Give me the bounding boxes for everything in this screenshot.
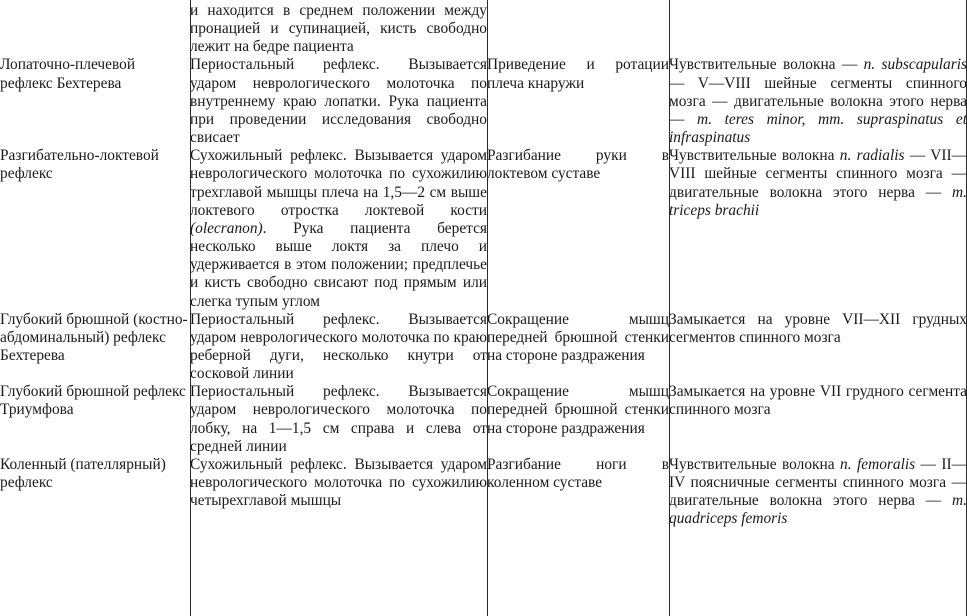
latin-term: n. femoralis	[840, 455, 916, 473]
reflex-name-cell: Разгибательно-локтевой рефлекс	[0, 147, 159, 183]
text-run: Чувствительные волокна —	[669, 56, 864, 74]
method-cell: Периостальный рефлекс. Вызывается ударом неврологического молоточка по лобку, на 1—1,5 см справа и слева от средней линии	[190, 383, 487, 455]
response-cell: Сокращение мышц передней брюшной стенки на стороне раздражения	[487, 383, 669, 437]
table-row	[0, 456, 967, 529]
arc-cell	[669, 147, 967, 310]
text-run: Чувствительные волокна	[669, 147, 840, 165]
table-row	[0, 383, 967, 456]
method-cell: Периостальный рефлекс. Вызывается ударом неврологического молоточка по внутреннему краю лопатки. Рука пациента при проведении исследования свободно свисает	[190, 56, 487, 147]
arc-cell	[669, 0, 967, 56]
text-run: — II—IV поясничные сегменты спинного мозга — двигательные волокна этого нерва —	[669, 455, 967, 510]
method-cell: и находится в среднем положении между пронацией и супинацией, кисть свободно лежит на бедре пациента	[190, 2, 487, 56]
latin-term: (olecranon)	[190, 219, 263, 237]
table-row	[0, 311, 967, 384]
response-cell: Сокращение мышц передней брюшной стенки на стороне раздражения	[487, 310, 669, 364]
response-cell	[487, 0, 669, 56]
method-cell: Периостальный рефлекс. Вызывается ударом неврологического молоточка по краю реберной дуги, несколько кнутри от сосковой линии	[190, 310, 487, 383]
reflex-name-cell: Глубокий брюшной рефлекс Триумфова	[0, 383, 186, 419]
method-cell	[190, 147, 487, 310]
text-run: — VII—VIII шейные сегменты спинного мозга — двигательные волокна этого нерва —	[669, 147, 967, 201]
column-divider	[669, 0, 670, 616]
method-cell: Сухожильный рефлекс. Вызывается ударом неврологического молоточка по сухожилию четырехглавой мышцы	[190, 455, 487, 510]
reflex-name-cell: Глубокий брюшной (костно-абдоминальный) рефлекс Бехтерева	[0, 310, 188, 364]
reflex-name-cell	[0, 0, 190, 56]
latin-term: m. triceps brachii	[669, 183, 967, 219]
response-cell: Приведение и ротации плеча кнаружи	[487, 56, 669, 92]
latin-term: n. subscapularis	[863, 56, 967, 74]
arc-cell: Замыкается на уровне VII грудного сегмента спинного мозга	[669, 383, 967, 419]
text-run: Чувствительные волокна	[669, 455, 841, 473]
reflex-name-cell: Лопаточно-плечевой рефлекс Бехтерева	[0, 56, 136, 92]
text-run: Сухожильный рефлекс. Вызывается ударом неврологического молоточка по сухожилию трехглавой мышцы плеча на 1,5—2 см выше локтевого отростка локтевой кости	[190, 147, 487, 219]
text-run: — V—VIII шейные сегменты спинного мозга — двигательные волокна этого нерва —	[669, 74, 967, 128]
latin-term: m. teres minor, mm. supraspinatus et infraspinatus	[669, 110, 967, 147]
table-row	[0, 0, 967, 56]
table-row	[0, 56, 967, 147]
table-row	[0, 147, 967, 310]
latin-term: n. radialis	[839, 147, 905, 165]
response-cell: Разгибание ноги в коленном суставе	[487, 455, 669, 492]
latin-term: m. quadriceps femoris	[669, 492, 967, 528]
column-divider	[487, 0, 488, 616]
arc-cell	[669, 56, 967, 147]
text-run: . Рука пациента берется несколько выше локтя за плечо и удерживается в этом положении; предплечье и кисть свободно свисают под прямым или слегка тупым углом	[190, 219, 487, 310]
arc-cell: Замыкается на уровне VII—XII грудных сегментов спинного мозга	[669, 310, 967, 346]
column-divider	[190, 0, 191, 616]
reflex-name-cell: Коленный (пателлярный) рефлекс	[0, 455, 166, 492]
arc-cell	[669, 456, 967, 529]
response-cell: Разгибание руки в локтевом суставе	[487, 147, 669, 183]
